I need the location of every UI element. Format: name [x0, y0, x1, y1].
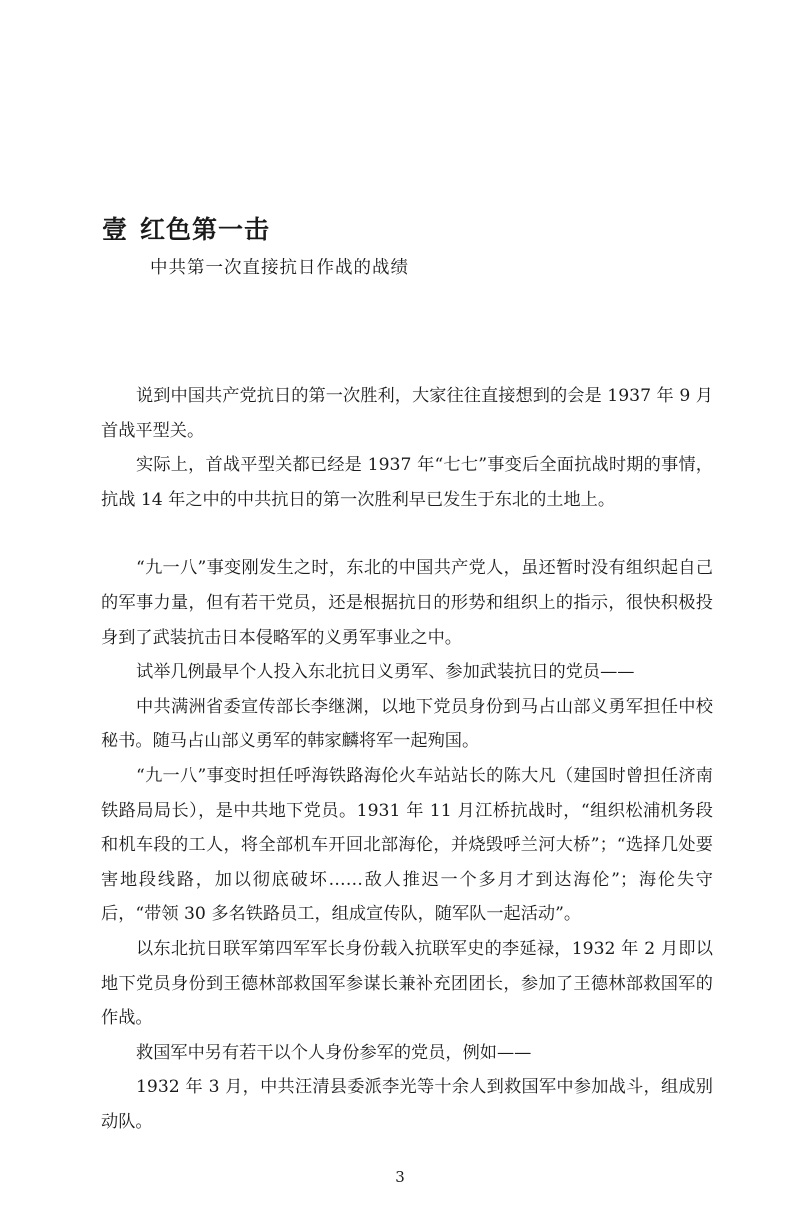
paragraph: 试举几例最早个人投入东北抗日义勇军、参加武装抗日的党员—— [136, 662, 635, 683]
chapter-title-text: 红色第一击 [140, 215, 271, 244]
paragraph: “九一八”事变时担任呼海铁路海伦火车站站长的陈大凡（建国时曾担任济南铁路局局长），是中共地下党员。1931 年 11 月江桥抗战时，“组织松浦机务段和机车段的工人，将全部机车开回北部海伦，并烧毁呼兰河大桥”；“选择几处要害地段线路，加以彻底破坏……敌人推迟一个多月才到达海伦”；海伦失守后，“带领 30 多名铁路员工，组成宣传队，随军队一起活动”。 [101, 765, 713, 925]
paragraph: “九一八”事变刚发生之时，东北的中国共产党人，虽还暂时没有组织起自己的军事力量，但有若干党员，还是根据抗日的形势和组织上的指示，很快积极投身到了武装抗击日本侵略军的义勇军事业之中。 [101, 558, 713, 648]
page-number: 3 [395, 1168, 405, 1186]
paragraph: 1932 年 3 月，中共汪清县委派李光等十余人到救国军中参加战斗，组成别动队。 [101, 1077, 713, 1132]
body-text [101, 379, 713, 1139]
paragraph: 中共满洲省委宣传部长李继渊，以地下党员身份到马占山部义勇军担任中校秘书。随马占山部义勇军的韩家麟将军一起殉国。 [101, 696, 713, 752]
paragraph: 救国军中另有若干以个人身份参军的党员，例如—— [136, 1042, 532, 1063]
paragraph: 说到中国共产党抗日的第一次胜利，大家往往直接想到的会是 1937 年 9 月首战平型关。 [101, 386, 713, 441]
chapter-title [102, 212, 270, 248]
chapter-number: 壹 [102, 215, 129, 244]
paragraph: 实际上，首战平型关都已经是 1937 年“七七”事变后全面抗战时期的事情，抗战 14 年之中的中共抗日的第一次胜利早已发生于东北的土地上。 [101, 455, 713, 510]
chapter-subtitle: 中共第一次直接抗日作战的战绩 [150, 258, 409, 278]
paragraph: 以东北抗日联军第四军军长身份载入抗联军史的李延禄，1932 年 2 月即以地下党员身份到王德林部救国军参谋长兼补充团团长，参加了王德林部救国军的作战。 [101, 938, 713, 1029]
